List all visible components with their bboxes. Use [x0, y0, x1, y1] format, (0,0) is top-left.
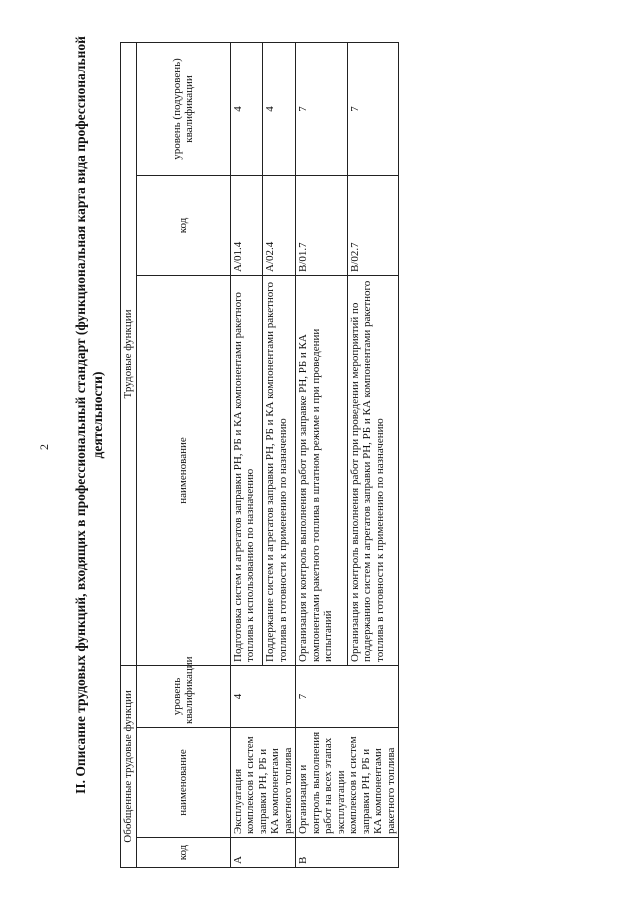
group-level: 7: [296, 665, 399, 727]
header-row-groups: [121, 42, 137, 867]
header-row-columns: [136, 42, 230, 867]
function-code: A/02.4: [263, 175, 296, 275]
group-name: Организация и контроль выполнения работ на всех этапах эксплуатации комплексов и систем заправки РН, РБ и КА компонентами ракетного топлива: [296, 728, 399, 838]
col-sublevel-header: уровень (подуровень) квалификации: [136, 42, 230, 175]
function-code: B/01.7: [296, 175, 348, 275]
generalized-functions-header: Обобщенные трудовые функции: [121, 665, 137, 867]
function-code: B/02.7: [347, 175, 399, 275]
group-code: A: [230, 838, 296, 868]
function-code: A/01.4: [230, 175, 263, 275]
group-level: 4: [230, 665, 296, 727]
function-level: 4: [230, 42, 263, 175]
col-qual-level-header: уровень квалификации: [136, 665, 230, 727]
col-code-header: код: [136, 838, 230, 868]
table-row: [296, 42, 348, 867]
function-level: 7: [347, 42, 399, 175]
function-level: 7: [296, 42, 348, 175]
function-name: Поддержание систем и агрегатов заправки РН, РБ и КА компонентами ракетного топлива в готовности к применению по назначению: [263, 275, 296, 665]
function-name: Организация и контроль выполнения работ при заправке РН, РБ и КА компонентами ракетного топлива в штатном режиме и при проведении испытаний: [296, 275, 348, 665]
functional-map-table: [120, 42, 399, 868]
labor-functions-header: Трудовые функции: [121, 42, 137, 665]
group-code: B: [296, 838, 399, 868]
col-labor-name-header: наименование: [136, 275, 230, 665]
page-number: 2: [37, 444, 51, 450]
function-level: 4: [263, 42, 296, 175]
function-name: Подготовка систем и агрегатов заправки РН, РБ и КА компонентами ракетного топлива к использованию по назначению: [230, 275, 263, 665]
function-name: Организация и контроль выполнения работ при проведении мероприятий по поддержанию систем и агрегатов заправки РН, РБ и КА компонентами ракетного топлива в готовности к применению по назначению: [347, 275, 399, 665]
group-name: Эксплуатация комплексов и систем заправки РН, РБ и КА компонентами ракетного топлива: [230, 728, 296, 838]
col-labor-code-header: код: [136, 175, 230, 275]
table-row: [230, 42, 263, 867]
col-name-header: наименование: [136, 728, 230, 838]
section-title: II. Описание трудовых функций, входящих в профессиональный стандарт (функциональная карта вида профессиональной деятельности): [73, 36, 105, 794]
